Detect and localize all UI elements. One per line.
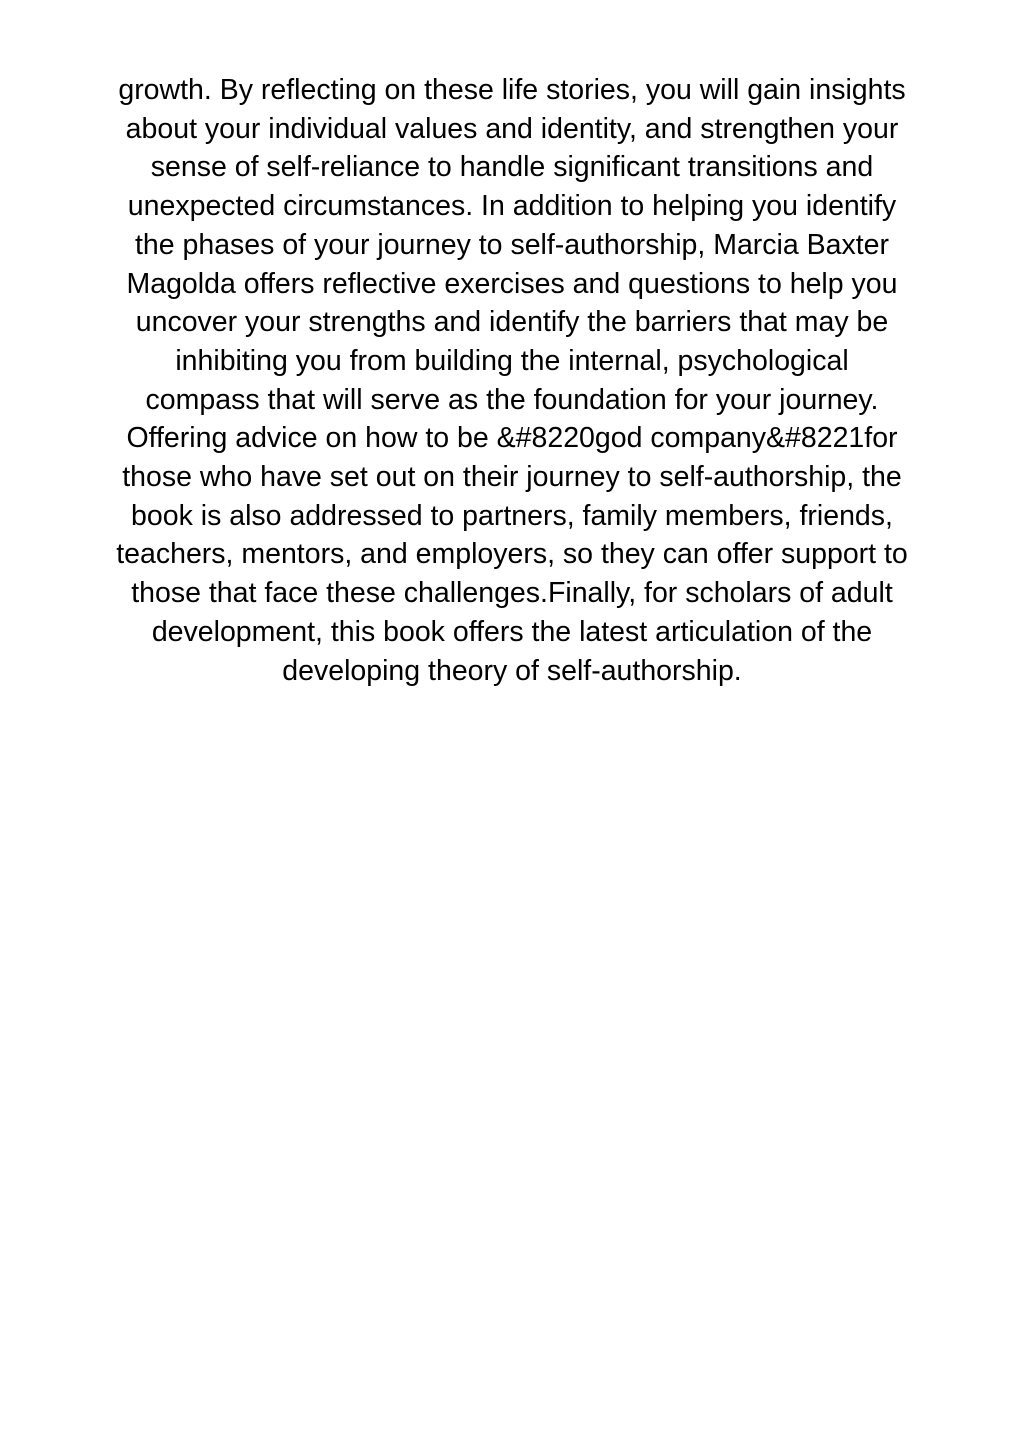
text-line: developing theory of self-authorship.: [282, 654, 742, 687]
text-line: Magolda offers reflective exercises and questions to help you: [126, 267, 898, 300]
text-line: those that face these challenges.Finally, for scholars of adult: [131, 577, 893, 610]
text-line: about your individual values and identity, and strengthen your: [125, 112, 899, 145]
text-line: book is also addressed to partners, family members, friends,: [131, 499, 893, 532]
body-paragraph: [40, 71, 984, 690]
text-line: those who have set out on their journey to self-authorship, the: [122, 461, 902, 494]
text-line: Offering advice on how to be &#8220god company&#8221for: [126, 422, 898, 455]
text-line: teachers, mentors, and employers, so they can offer support to: [116, 538, 908, 571]
text-line: the phases of your journey to self-authorship, Marcia Baxter: [134, 228, 890, 261]
text-line: sense of self-reliance to handle significant transitions and: [150, 151, 874, 184]
text-line: growth. By reflecting on these life stories, you will gain insights: [118, 74, 906, 106]
text-line: compass that will serve as the foundation for your journey.: [145, 383, 879, 416]
text-line: inhibiting you from building the internal, psychological: [175, 344, 849, 377]
text-line: unexpected circumstances. In addition to helping you identify: [127, 190, 897, 223]
text-line: development, this book offers the latest articulation of the: [151, 615, 873, 648]
text-line: uncover your strengths and identify the barriers that may be: [135, 306, 889, 339]
